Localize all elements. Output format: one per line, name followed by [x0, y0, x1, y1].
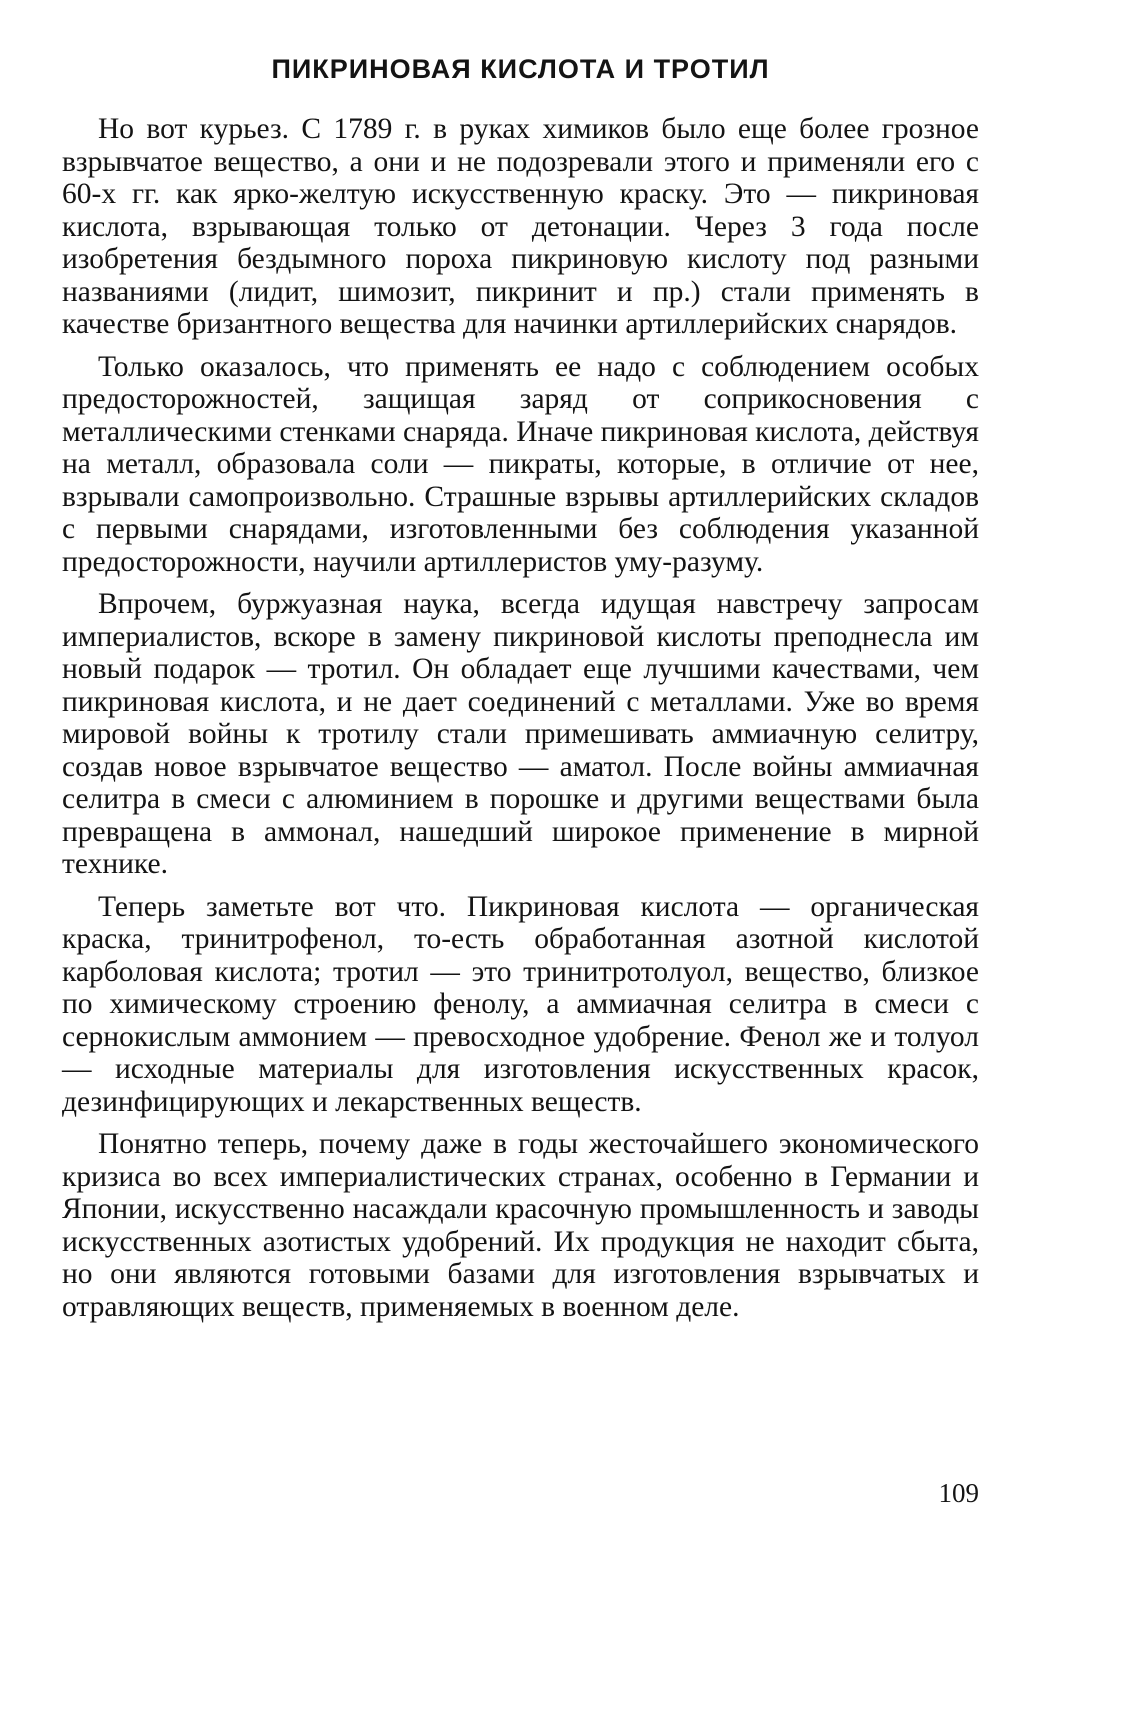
- paragraph-1: Но вот курьез. С 1789 г. в руках химиков было еще более грозное взрывчатое вещество, а они и не подозревали этого и применяли его с 60-х гг. как ярко-желтую искусственную краску. Это — пикриновая кислота, взрывающая только от детонации. Через 3 года после изобретения бездымного пороха пикриновую кислоту под разными названиями (лидит, шимозит, пикринит и пр.) стали применять в качестве бризантного вещества для начинки артиллерийских снарядов.: [62, 113, 979, 340]
- book-page: [62, 40, 979, 1520]
- paragraph-2: Только оказалось, что применять ее надо с соблюдением особых предосторожностей, защищая заряд от соприкосновения с металлическими стенками снаряда. Иначе пикриновая кислота, действуя на металл, образовала соли — пикраты, которые, в отличие от нее, взрывали самопроизвольно. Страшные взрывы артиллерийских складов с первыми снарядами, изготовленными без соблюдения указанной предосторожности, научили артиллеристов уму-разуму.: [62, 350, 979, 578]
- paragraph-5: Понятно теперь, почему даже в годы жесточайшего экономического кризиса во всех империалистических странах, особенно в Германии и Японии, искусственно насаждали красочную промышленность и заводы искусственных азотистых удобрений. Их продукция не находит сбыта, но они являются готовыми базами для изготовления взрывчатых и отравляющих веществ, применяемых в военном деле.: [62, 1128, 979, 1323]
- page-number: 109: [938, 1478, 979, 1508]
- paragraph-4: Теперь заметьте вот что. Пикриновая кислота — органическая краска, тринитрофенол, то-есть обработанная азотной кислотой карболовая кислота; тротил — это тринитротолуол, вещество, близкое по химическому строению фенолу, а аммиачная селитра в смеси с сернокислым аммонием — превосходное удобрение. Фенол же и толуол — исходные материалы для изготовления искусственных красок, дезинфицирующих и лекарственных веществ.: [62, 890, 979, 1118]
- section-heading: ПИКРИНОВАЯ КИСЛОТА И ТРОТИЛ: [271, 54, 770, 84]
- paragraph-3: Впрочем, буржуазная наука, всегда идущая навстречу запросам империалистов, вскоре в замену пикриновой кислоты преподнесла им новый подарок — тротил. Он обладает еще лучшими качествами, чем пикриновая кислота, и не дает соединений с металлами. Уже во время мировой войны к тротилу стали примешивать аммиачную селитру, создав новое взрывчатое вещество — аматол. После войны аммиачная селитра в смеси с алюминием в порошке и другими веществами была превращена в аммонал, нашедший широкое применение в мирной технике.: [62, 588, 979, 880]
- body-text: [62, 113, 979, 1323]
